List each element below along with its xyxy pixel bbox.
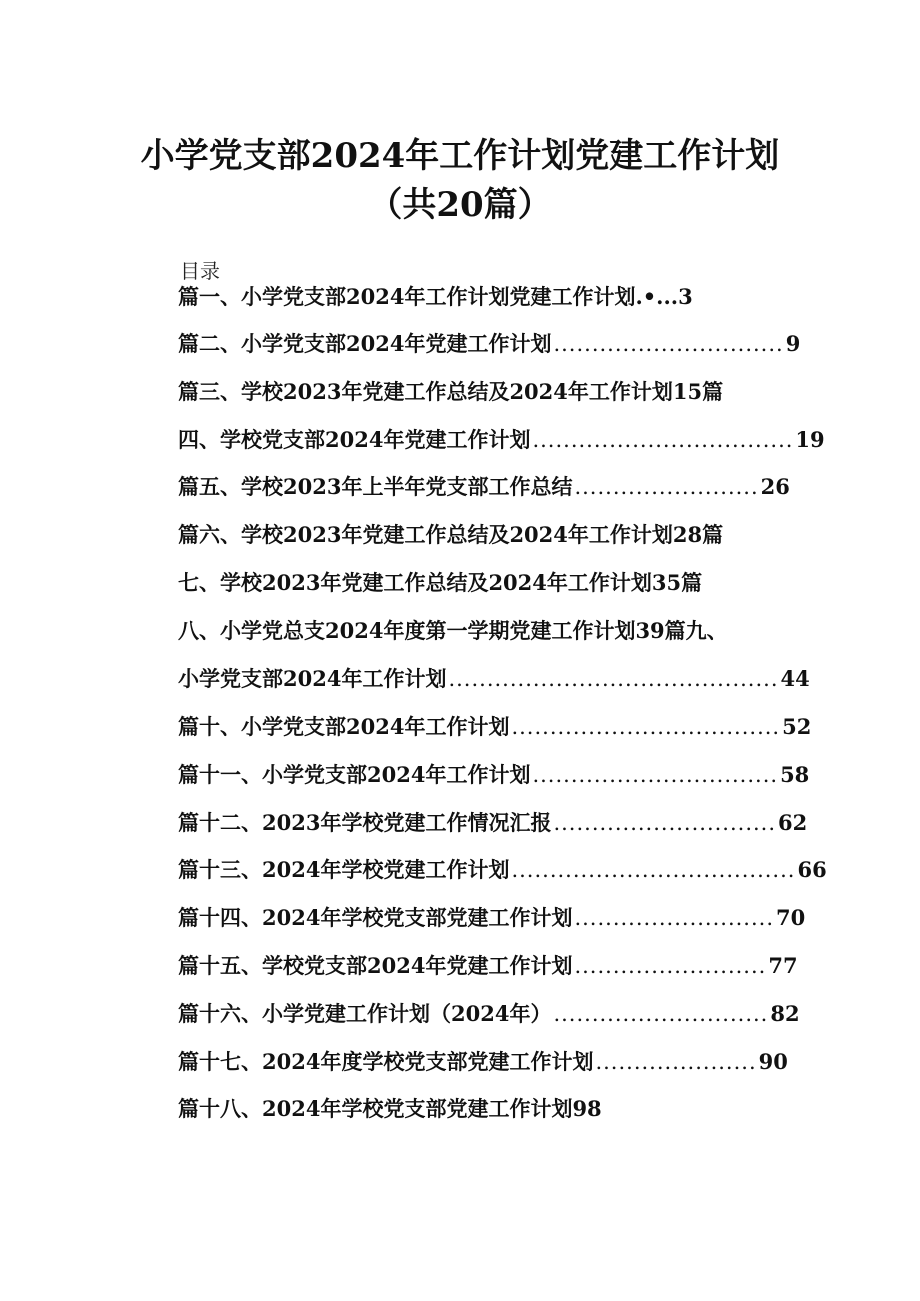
toc-page-number: 66 [797,857,827,882]
toc-entry[interactable] [178,950,798,980]
toc-entry-title: 篇十一、小学党支部2024年工作计划 [178,762,531,787]
toc-dot-leader: ................................ [532,763,779,787]
toc-dot-leader: ......................... [574,954,767,978]
toc-dot-leader: .......................... [574,906,775,930]
toc-entry-title: 篇十七、2024年度学校党支部党建工作计划 [178,1049,594,1074]
toc-entry[interactable] [178,376,770,406]
toc-entry[interactable] [178,663,810,693]
toc-entry-title: 篇十四、2024年学校党支部党建工作计划 [178,905,573,930]
toc-page-number: 26 [760,474,790,499]
toc-entry[interactable] [178,902,806,932]
toc-entry[interactable] [178,328,801,358]
toc-entry-title: 篇十八、2024年学校党支部党建工作计划98 [178,1096,602,1121]
toc-entry[interactable] [178,615,770,645]
toc-dot-leader: ............................ [553,1002,769,1026]
toc-heading: 目录 [180,259,220,283]
toc-entry-title: 四、学校党支部2024年党建工作计划 [178,427,531,452]
toc-entry-title: 篇五、学校2023年上半年党支部工作总结 [178,474,573,499]
toc-page-number: 58 [780,762,810,787]
toc-page-number: 82 [770,1001,800,1026]
toc-dot-leader: ............................. [553,811,777,835]
toc-entry[interactable] [178,711,812,741]
toc-entry[interactable] [178,519,770,549]
toc-dot-leader: .............................. [553,332,784,356]
toc-entry[interactable] [178,759,810,789]
toc-page-number: 52 [782,714,812,739]
toc-dot-leader: ........................ [574,475,759,499]
toc-page-number: 19 [795,427,825,452]
toc-entry-title: 小学党支部2024年工作计划 [178,666,447,691]
toc-entry-title: 篇二、小学党支部2024年党建工作计划 [178,331,552,356]
toc-dot-leader: ..................................... [511,858,796,882]
toc-page-number: 90 [758,1049,788,1074]
toc-page-number: 70 [776,905,806,930]
toc-page-number: 44 [780,666,810,691]
toc-page-number: 77 [768,953,798,978]
toc-dot-leader: ................................... [511,715,781,739]
toc-entry-title: 篇十二、2023年学校党建工作情况汇报 [178,810,552,835]
document-subtitle: （共20篇） [368,185,552,225]
toc-dot-leader: ........................................... [448,667,779,691]
toc-dot-leader: .................................. [532,428,794,452]
toc-page-number: 62 [778,810,808,835]
toc-entry-title: 七、学校2023年党建工作总结及2024年工作计划35篇 [178,570,703,595]
toc-entry[interactable] [178,807,808,837]
toc-entry-title: 篇十、小学党支部2024年工作计划 [178,714,510,739]
toc-entry[interactable] [178,567,748,597]
toc-entry-title: 篇十三、2024年学校党建工作计划 [178,857,510,882]
document-title: 小学党支部2024年工作计划党建工作计划 [140,136,780,176]
toc-dot-leader: ..................... [595,1050,757,1074]
toc-entry[interactable] [178,998,800,1028]
toc-entry[interactable] [178,1093,624,1123]
toc-entry-title: 篇十五、学校党支部2024年党建工作计划 [178,953,573,978]
toc-entry-title: 篇十六、小学党建工作计划（2024年） [178,1001,552,1026]
toc-entry[interactable] [178,424,825,454]
toc-entry[interactable] [178,854,827,884]
toc-entry-title: 八、小学党总支2024年度第一学期党建工作计划39篇九、 [178,618,728,643]
toc-entry-title: 篇三、学校2023年党建工作总结及2024年工作计划15篇 [178,379,724,404]
toc-page-number: 9 [785,331,801,356]
toc-entry[interactable] [178,1046,788,1076]
toc-entry-title: 篇一、小学党支部2024年工作计划党建工作计划.•...3 [178,284,693,309]
toc-entry[interactable] [178,471,790,501]
toc-entry[interactable] [178,281,722,311]
toc-entry-title: 篇六、学校2023年党建工作总结及2024年工作计划28篇 [178,522,724,547]
